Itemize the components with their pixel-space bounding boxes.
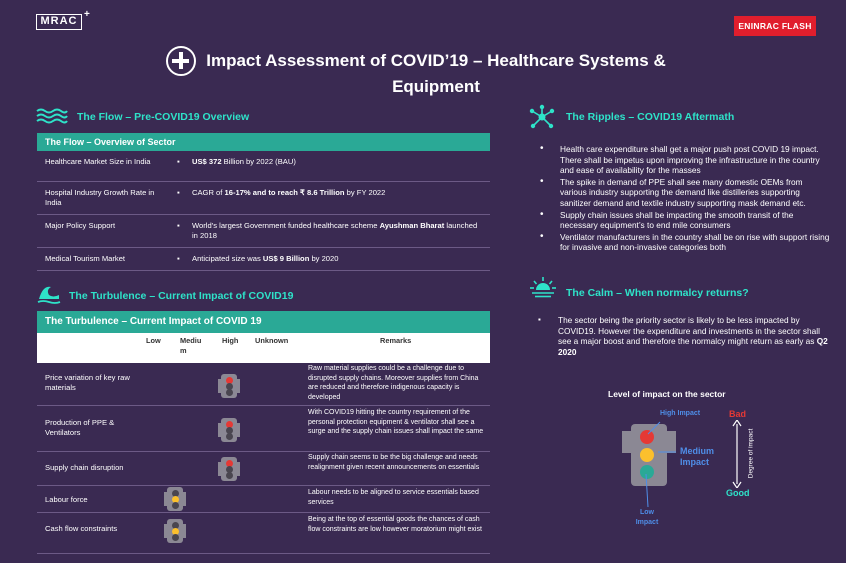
turbulence-row xyxy=(37,406,490,451)
list-item: • Supply chain issues shall be impacting the smooth transit of the necessary equipment’s to end mile consumers xyxy=(540,210,830,231)
legend-good: Good xyxy=(726,488,750,498)
turbulence-heading: The Turbulence – Current Impact of COVID19 xyxy=(69,290,294,302)
turbulence-row-label: Supply chain disruption xyxy=(45,463,124,472)
traffic-light-medium-icon xyxy=(167,487,183,511)
flash-badge: ENINRAC FLASH xyxy=(734,16,816,36)
turbulence-row-label: Cash flow constraints xyxy=(45,524,118,533)
flow-row: Hospital Industry Growth Rate in India ▪ CAGR of 16-17% and to reach ₹ 8.6 Trillion by FY 2022 xyxy=(37,182,490,214)
col-remarks: Remarks xyxy=(380,336,412,345)
flow-row-value: US$ 372 Billion by 2022 (BAU) xyxy=(192,157,296,166)
flow-row-value: World’s largest Government funded healthcare scheme Ayushman Bharat launched in 2018 xyxy=(192,221,478,240)
calm-text-body: The sector being the priority sector is likely to be less impacted by COVID19. However the expenditure and investments in the sector shall see a major boost and therefore the normalcy might return as early as xyxy=(558,315,820,347)
turbulence-row-remarks: Raw material supplies could be a challenge due to disrupted supply chains. Moreover supplies from China are reduced and therefore indigenous capacity is developed xyxy=(308,365,479,401)
legend-low: Low Impact xyxy=(635,509,659,526)
flow-row: Healthcare Market Size in India ▪ US$ 372 Billion by 2022 (BAU) xyxy=(37,151,490,181)
turbulence-row xyxy=(37,513,490,553)
flow-row-label: Hospital Industry Growth Rate in India xyxy=(45,188,155,207)
turbulence-row xyxy=(37,363,490,405)
turbulence-row xyxy=(37,452,490,485)
flow-row: Medical Tourism Market ▪ Anticipated size was US$ 9 Billion by 2020 xyxy=(37,248,490,270)
turbulence-row-label: Production of PPE & Ventilators xyxy=(45,418,115,437)
flow-row-value: Anticipated size was US$ 9 Billion by 2020 xyxy=(192,254,339,263)
legend-bad: Bad xyxy=(729,409,747,419)
flow-heading: The Flow – Pre-COVID19 Overview xyxy=(77,111,250,123)
medical-cross-icon xyxy=(166,46,196,76)
legend-medium: Medium Impact xyxy=(680,446,715,467)
list-item: • Ventilator manufacturers in the country shall be on rise with support rising for invasive and non-invasive categories both xyxy=(540,232,830,253)
turbulence-row-remarks: Supply chain seems to be the big challenge and needs realignment given recent announcements on essentials xyxy=(308,454,480,471)
legend-high: High Impact xyxy=(660,410,701,417)
flow-table xyxy=(37,151,490,271)
degree-arrow-icon xyxy=(732,420,742,488)
calm-heading: The Calm – When normalcy returns? xyxy=(566,287,749,299)
legend-axis-label: Degree of impact xyxy=(747,428,755,479)
list-item: • Health care expenditure shall get a major push post COVID 19 impact. There shall be impetus upon improving the infrastructure in the country and ease of availability for the masses xyxy=(540,144,830,176)
flow-row-value: CAGR of 16-17% and to reach ₹ 8.6 Trillion by FY 2022 xyxy=(192,188,386,197)
flow-table-title: The Flow – Overview of Sector xyxy=(37,133,490,151)
network-icon xyxy=(528,104,556,130)
flow-row: Major Policy Support ▪ World’s largest Government funded healthcare scheme Ayushman Bharat launched in 2018 xyxy=(37,215,490,247)
wave-icon xyxy=(37,283,61,305)
turbulence-column-headers xyxy=(37,333,490,363)
ripples-heading: The Ripples – COVID19 Aftermath xyxy=(566,111,735,123)
turbulence-row xyxy=(37,486,490,512)
waves-icon xyxy=(36,108,68,124)
col-medium: Mediu m xyxy=(180,336,202,355)
list-item: • The spike in demand of PPE shall see many domestic OEMs from various industry supporting the demand like distilleries supporting sanitizer demand and textile industry supporting mask demand etc. xyxy=(540,177,830,209)
col-unknown: Unknown xyxy=(255,336,289,345)
traffic-light-high-icon xyxy=(221,418,237,442)
turbulence-table xyxy=(37,363,490,554)
flow-row-label: Healthcare Market Size in India xyxy=(45,157,151,166)
col-low: Low xyxy=(146,336,161,345)
ripples-list xyxy=(540,144,830,254)
flow-row-label: Medical Tourism Market xyxy=(45,254,126,263)
traffic-light-high-icon xyxy=(221,374,237,398)
mrac-logo: MRAC xyxy=(36,14,82,30)
turbulence-row-remarks: Labour needs to be aligned to service essentials based services xyxy=(308,489,479,506)
traffic-light-high-icon xyxy=(221,457,237,481)
title-line-2: Equipment xyxy=(392,77,480,96)
turbulence-table-title: The Turbulence – Current Impact of COVID 19 xyxy=(37,311,490,333)
flow-row-label: Major Policy Support xyxy=(45,221,116,230)
traffic-light-medium-icon xyxy=(167,519,183,543)
turbulence-row-label: Price variation of key raw materials xyxy=(45,373,130,392)
logo-plus-icon: + xyxy=(84,9,90,20)
calm-text xyxy=(538,315,828,358)
turbulence-row-remarks: Being at the top of essential goods the chances of cash flow constraints are low however moratorium might exist xyxy=(308,516,482,533)
page-title xyxy=(196,48,676,100)
calm-text-highlight: Q2 2020 xyxy=(558,336,828,357)
turbulence-row-label: Labour force xyxy=(45,495,88,504)
turbulence-row-remarks: With COVID19 hitting the country requirement of the personal protection equipment & ventilator shall see a surge and the supply chain issues shall impact the same xyxy=(308,409,484,435)
sunset-icon xyxy=(530,276,556,298)
col-high: High xyxy=(222,336,239,345)
title-line-1: Impact Assessment of COVID’19 – Healthcare Systems & xyxy=(206,51,666,70)
legend-title: Level of impact on the sector xyxy=(608,389,726,399)
